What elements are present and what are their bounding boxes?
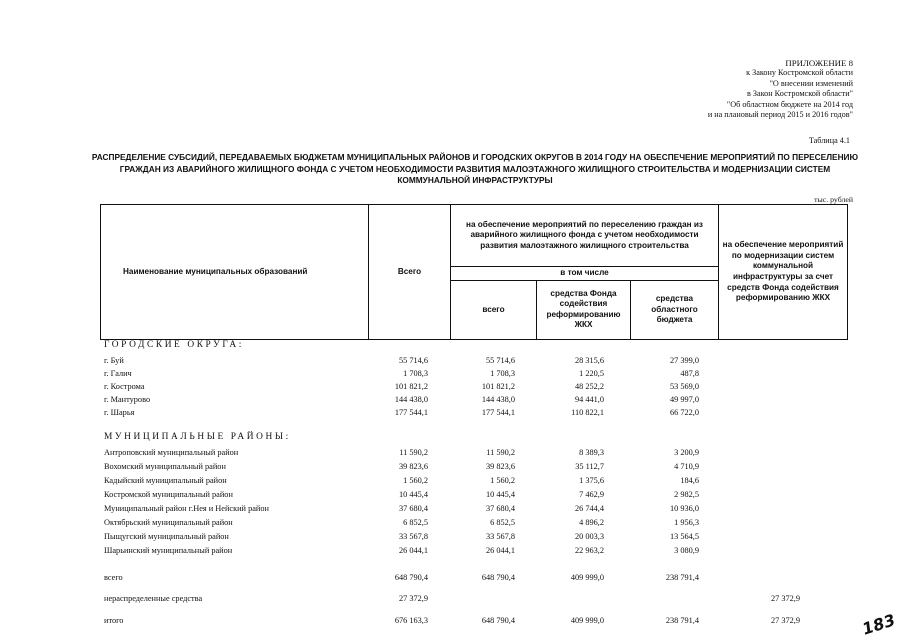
row-sub-total: 1 708,3 xyxy=(490,369,515,378)
table-row xyxy=(0,355,905,367)
row-total: 39 823,6 xyxy=(398,462,428,471)
row-sub-total: 10 445,4 xyxy=(485,490,515,499)
row-total: 6 852,5 xyxy=(403,518,428,527)
header-total: Всего xyxy=(369,205,451,340)
section-city-districts: ГОРОДСКИЕ ОКРУГА: xyxy=(104,340,244,350)
row-name: Кадыйский муниципальный район xyxy=(104,476,227,485)
row-fund: 110 822,1 xyxy=(571,408,604,417)
row-fund: 4 896,2 xyxy=(579,518,604,527)
table-row xyxy=(0,517,905,529)
row-sub-total: 648 790,4 xyxy=(481,573,515,582)
row-regional: 49 997,0 xyxy=(669,395,699,404)
header-name: Наименование муниципальных образований xyxy=(101,205,369,340)
row-regional: 184,6 xyxy=(680,476,699,485)
table-row xyxy=(0,545,905,557)
row-name: г. Шарья xyxy=(104,408,135,417)
row-sub-total: 1 560,2 xyxy=(490,476,515,485)
row-sub-total: 144 438,0 xyxy=(481,395,515,404)
row-total: 648 790,4 xyxy=(394,573,428,582)
summary-row-grand-total xyxy=(0,615,905,627)
row-total: 37 680,4 xyxy=(398,504,428,513)
header-regional: средства областного бюджета xyxy=(631,280,719,339)
header-sub-total: всего xyxy=(451,280,537,339)
row-fund: 8 389,3 xyxy=(579,448,604,457)
row-fund: 1 220,5 xyxy=(579,369,604,378)
appendix-block xyxy=(593,58,853,120)
row-name: итого xyxy=(104,616,124,625)
row-regional: 27 399,0 xyxy=(669,356,699,365)
row-fund: 20 003,3 xyxy=(574,532,604,541)
table-row xyxy=(0,503,905,515)
row-fund: 26 744,4 xyxy=(574,504,604,513)
appendix-line: и на плановый период 2015 и 2016 годов" xyxy=(707,110,853,120)
appendix-line: к Закону Костромской области xyxy=(746,68,853,78)
row-total: 10 445,4 xyxy=(398,490,428,499)
row-total: 1 708,3 xyxy=(403,369,428,378)
appendix-line: ПРИЛОЖЕНИЕ 8 xyxy=(785,58,853,68)
row-total: 676 163,3 xyxy=(394,616,428,625)
row-regional: 53 569,0 xyxy=(669,382,699,391)
row-regional: 66 722,0 xyxy=(669,408,699,417)
row-fund: 22 963,2 xyxy=(574,546,604,555)
table-row xyxy=(0,394,905,406)
row-total: 26 044,1 xyxy=(398,546,428,555)
row-name: Муниципальный район г.Нея и Нейский район xyxy=(104,504,269,513)
row-name: г. Буй xyxy=(104,356,124,365)
header-in-that-number: в том числе xyxy=(451,267,719,281)
row-fund: 7 462,9 xyxy=(579,490,604,499)
row-name: Антроповский муниципальный район xyxy=(104,448,239,457)
row-name: нераспределенные средства xyxy=(104,594,203,603)
table-row xyxy=(0,475,905,487)
row-name: г. Кострома xyxy=(104,382,145,391)
table-header xyxy=(100,204,848,340)
document-title: РАСПРЕДЕЛЕНИЕ СУБСИДИЙ, ПЕРЕДАВАЕМЫХ БЮДЖЕТАМ МУНИЦИПАЛЬНЫХ РАЙОНОВ И ГОРОДСКИХ ОКРУГОВ В 2014 ГОДУ НА ОБЕСПЕЧЕНИЕ МЕРОПРИЯТИЙ ПО ПЕРЕСЕЛЕНИЮ ГРАЖДАН ИЗ АВАРИЙНОГО ЖИЛИЩНОГО ФОНДА С УЧЕТОМ НЕОБХОДИМОСТИ РАЗВИТИЯ МАЛОЭТАЖНОГО ЖИЛИЩНОГО СТРОИТЕЛЬСТВА И МОДЕРНИЗАЦИИ СИСТЕМ КОММУНАЛЬНОЙ ИНФРАСТРУКТУРЫ xyxy=(91,152,859,186)
row-regional: 13 564,5 xyxy=(669,532,699,541)
appendix-line: "О внесении изменений xyxy=(769,78,853,88)
table-row xyxy=(0,489,905,501)
row-name: Шарьинский муниципальный район xyxy=(104,546,233,555)
row-regional: 2 982,5 xyxy=(674,490,699,499)
row-fund: 35 112,7 xyxy=(575,462,604,471)
table-row xyxy=(0,531,905,543)
row-name: Костромской муниципальный район xyxy=(104,490,233,499)
appendix-line: в Закон Костромской области" xyxy=(746,89,853,99)
row-regional: 4 710,9 xyxy=(674,462,699,471)
table-row xyxy=(0,407,905,419)
row-sub-total: 26 044,1 xyxy=(485,546,515,555)
row-total: 11 590,2 xyxy=(399,448,428,457)
row-sub-total: 6 852,5 xyxy=(490,518,515,527)
table-row xyxy=(0,461,905,473)
row-regional: 3 080,9 xyxy=(674,546,699,555)
row-regional: 487,8 xyxy=(680,369,699,378)
row-name: всего xyxy=(104,573,123,582)
row-sub-total: 37 680,4 xyxy=(485,504,515,513)
table-row xyxy=(0,447,905,459)
row-total: 101 821,2 xyxy=(394,382,428,391)
row-regional: 3 200,9 xyxy=(674,448,699,457)
row-regional: 1 956,3 xyxy=(674,518,699,527)
row-total: 55 714,6 xyxy=(398,356,428,365)
row-regional: 10 936,0 xyxy=(669,504,699,513)
table-label: Таблица 4.1 xyxy=(808,136,850,145)
units-label: тыс. рублей xyxy=(814,195,853,204)
row-name: г. Галич xyxy=(104,369,132,378)
row-total: 144 438,0 xyxy=(394,395,428,404)
row-total: 1 560,2 xyxy=(403,476,428,485)
row-total: 177 544,1 xyxy=(394,408,428,417)
row-sub-total: 101 821,2 xyxy=(481,382,515,391)
table-row xyxy=(0,381,905,393)
row-sub-total: 33 567,8 xyxy=(485,532,515,541)
header-fund: средства Фонда содействия реформированию ЖКХ xyxy=(537,280,631,339)
summary-row-unallocated xyxy=(0,593,905,605)
row-total: 27 372,9 xyxy=(398,594,428,603)
row-sub-total: 55 714,6 xyxy=(485,356,515,365)
row-sub-total: 11 590,2 xyxy=(486,448,515,457)
row-name: Октябрьский муниципальный район xyxy=(104,518,233,527)
row-name: Пыщугский муниципальный район xyxy=(104,532,229,541)
summary-row-total xyxy=(0,572,905,584)
row-regional: 238 791,4 xyxy=(665,573,699,582)
row-fund: 48 252,2 xyxy=(574,382,604,391)
row-regional: 238 791,4 xyxy=(665,616,699,625)
row-sub-total: 39 823,6 xyxy=(485,462,515,471)
row-fund: 94 441,0 xyxy=(574,395,604,404)
row-fund: 409 999,0 xyxy=(570,616,604,625)
row-fund: 409 999,0 xyxy=(570,573,604,582)
header-modernization: на обеспечение мероприятий по модернизации систем коммунальной инфраструктуры за счет средств Фонда содействия реформированию ЖКХ xyxy=(719,205,848,340)
handwritten-page-number: 183 xyxy=(859,610,898,639)
row-name: Вохомский муниципальный район xyxy=(104,462,226,471)
row-name: г. Мантурово xyxy=(104,395,151,404)
row-total: 33 567,8 xyxy=(398,532,428,541)
row-sub-total: 177 544,1 xyxy=(481,408,515,417)
row-sub-total: 648 790,4 xyxy=(481,616,515,625)
row-fund: 28 315,6 xyxy=(574,356,604,365)
appendix-line: "Об областном бюджете на 2014 год xyxy=(726,99,853,109)
header-resettlement: на обеспечение мероприятий по переселению граждан из аварийного жилищного фонда с учетом необходимости развития малоэтажного жилищного строительства xyxy=(451,205,719,267)
section-municipal-districts: МУНИЦИПАЛЬНЫЕ РАЙОНЫ: xyxy=(104,432,291,442)
row-modernization: 27 372,9 xyxy=(770,594,800,603)
row-fund: 1 375,6 xyxy=(579,476,604,485)
row-modernization: 27 372,9 xyxy=(770,616,800,625)
table-row xyxy=(0,368,905,380)
